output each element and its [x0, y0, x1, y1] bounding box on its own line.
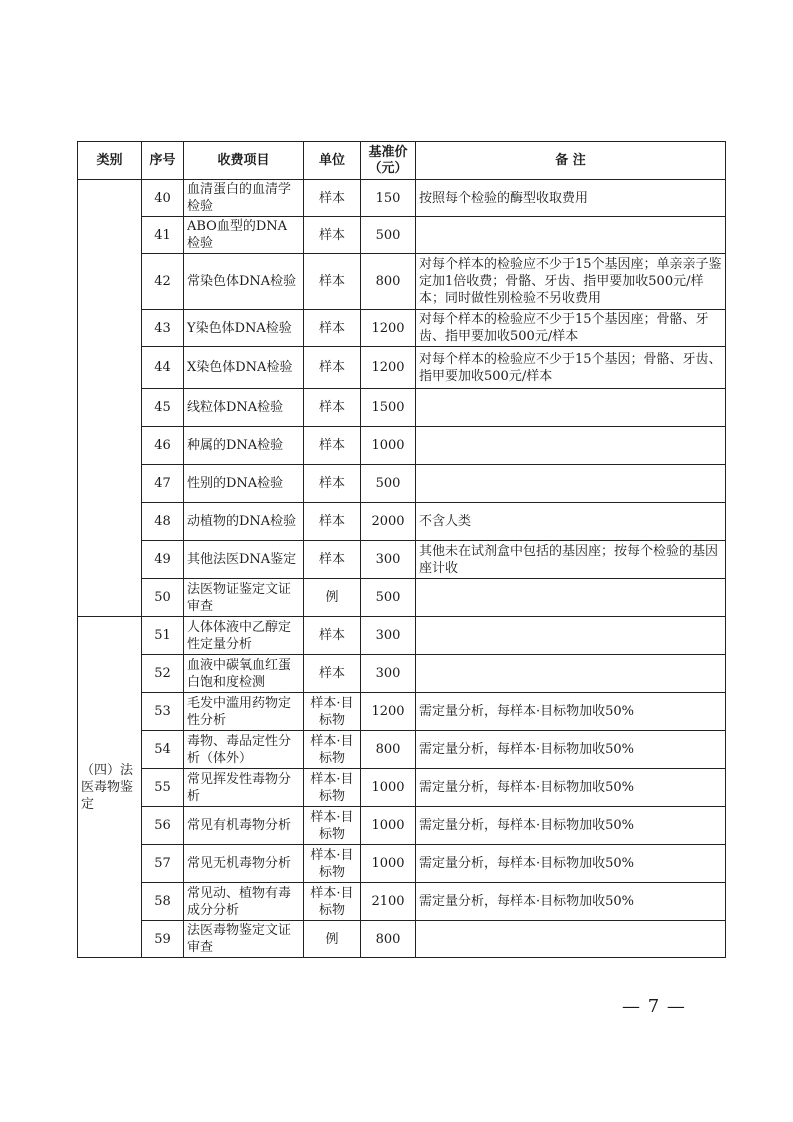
item-cell: 常见挥发性毒物分析 — [184, 769, 304, 807]
seq-cell: 48 — [142, 503, 184, 541]
price-cell: 500 — [361, 579, 416, 617]
seq-cell: 59 — [142, 921, 184, 958]
price-cell: 800 — [361, 731, 416, 769]
price-cell: 1000 — [361, 769, 416, 807]
seq-cell: 41 — [142, 217, 184, 254]
table-row — [78, 465, 726, 503]
seq-cell: 45 — [142, 389, 184, 427]
unit-cell: 样本·目标物 — [304, 731, 361, 769]
price-cell: 150 — [361, 180, 416, 217]
price-cell: 300 — [361, 617, 416, 655]
unit-cell: 样本 — [304, 617, 361, 655]
unit-cell: 例 — [304, 579, 361, 617]
remark-cell: 需定量分析，每样本·目标物加收50% — [416, 731, 726, 769]
table-row — [78, 883, 726, 921]
category-cell-forensic-toxicology: （四）法医毒物鉴定 — [78, 617, 142, 958]
item-cell: X染色体DNA检验 — [184, 347, 304, 389]
header-price-line2: （元） — [368, 160, 408, 176]
seq-cell: 58 — [142, 883, 184, 921]
item-cell: 常见有机毒物分析 — [184, 807, 304, 845]
table-row — [78, 217, 726, 254]
seq-cell: 43 — [142, 310, 184, 347]
table-row — [78, 807, 726, 845]
item-cell: ABO血型的DNA检验 — [184, 217, 304, 254]
price-cell: 800 — [361, 254, 416, 310]
price-cell: 2000 — [361, 503, 416, 541]
remark-cell — [416, 465, 726, 503]
remark-cell: 需定量分析，每样本·目标物加收50% — [416, 769, 726, 807]
remark-cell — [416, 617, 726, 655]
table-row — [78, 254, 726, 310]
header-remark: 备 注 — [416, 142, 726, 180]
header-price — [361, 142, 416, 180]
remark-cell: 需定量分析，每样本·目标物加收50% — [416, 845, 726, 883]
price-cell: 1200 — [361, 347, 416, 389]
item-cell: 线粒体DNA检验 — [184, 389, 304, 427]
item-cell: 常见动、植物有毒成分分析 — [184, 883, 304, 921]
seq-cell: 55 — [142, 769, 184, 807]
item-cell: 毛发中滥用药物定性分析 — [184, 693, 304, 731]
price-cell: 300 — [361, 541, 416, 579]
seq-cell: 46 — [142, 427, 184, 465]
remark-cell: 对每个样本的检验应不少于15个基因；骨骼、牙齿、指甲要加收500元/样本 — [416, 347, 726, 389]
remark-cell: 不含人类 — [416, 503, 726, 541]
unit-cell: 样本 — [304, 217, 361, 254]
seq-cell: 47 — [142, 465, 184, 503]
item-cell: 法医物证鉴定文证审查 — [184, 579, 304, 617]
unit-cell: 样本 — [304, 503, 361, 541]
table-row — [78, 389, 726, 427]
price-cell: 1000 — [361, 845, 416, 883]
unit-cell: 样本·目标物 — [304, 769, 361, 807]
table-header-row — [78, 142, 726, 180]
unit-cell: 例 — [304, 921, 361, 958]
table-row — [78, 310, 726, 347]
unit-cell: 样本 — [304, 465, 361, 503]
unit-cell: 样本 — [304, 180, 361, 217]
price-cell: 300 — [361, 655, 416, 693]
item-cell: 常染色体DNA检验 — [184, 254, 304, 310]
price-cell: 2100 — [361, 883, 416, 921]
item-cell: 血液中碳氧血红蛋白饱和度检测 — [184, 655, 304, 693]
seq-cell: 40 — [142, 180, 184, 217]
fee-schedule-table — [77, 141, 726, 958]
unit-cell: 样本·目标物 — [304, 883, 361, 921]
remark-cell: 其他未在试剂盒中包括的基因座；按每个检验的基因座计收 — [416, 541, 726, 579]
unit-cell: 样本 — [304, 347, 361, 389]
table-row — [78, 503, 726, 541]
item-cell: 种属的DNA检验 — [184, 427, 304, 465]
remark-cell — [416, 427, 726, 465]
seq-cell: 54 — [142, 731, 184, 769]
remark-cell: 需定量分析，每样本·目标物加收50% — [416, 807, 726, 845]
table-row — [78, 693, 726, 731]
item-cell: 血清蛋白的血清学检验 — [184, 180, 304, 217]
seq-cell: 42 — [142, 254, 184, 310]
remark-cell — [416, 921, 726, 958]
price-cell: 500 — [361, 465, 416, 503]
price-cell: 500 — [361, 217, 416, 254]
item-cell: 法医毒物鉴定文证审查 — [184, 921, 304, 958]
table-row — [78, 541, 726, 579]
item-cell: 动植物的DNA检验 — [184, 503, 304, 541]
seq-cell: 50 — [142, 579, 184, 617]
price-cell: 1500 — [361, 389, 416, 427]
header-unit: 单位 — [304, 142, 361, 180]
remark-cell — [416, 655, 726, 693]
seq-cell: 51 — [142, 617, 184, 655]
remark-cell: 按照每个检验的酶型收取费用 — [416, 180, 726, 217]
item-cell: 其他法医DNA鉴定 — [184, 541, 304, 579]
unit-cell: 样本 — [304, 310, 361, 347]
table-row — [78, 180, 726, 217]
table-row — [78, 731, 726, 769]
table-row — [78, 655, 726, 693]
price-cell: 1200 — [361, 310, 416, 347]
price-cell: 1000 — [361, 427, 416, 465]
remark-cell — [416, 217, 726, 254]
seq-cell: 53 — [142, 693, 184, 731]
item-cell: 常见无机毒物分析 — [184, 845, 304, 883]
remark-cell — [416, 389, 726, 427]
remark-cell: 需定量分析，每样本·目标物加收50% — [416, 883, 726, 921]
table-row — [78, 617, 726, 655]
unit-cell: 样本 — [304, 655, 361, 693]
price-cell: 800 — [361, 921, 416, 958]
seq-cell: 57 — [142, 845, 184, 883]
unit-cell: 样本 — [304, 389, 361, 427]
seq-cell: 49 — [142, 541, 184, 579]
remark-cell: 对每个样本的检验应不少于15个基因座；骨骼、牙齿、指甲要加收500元/样本 — [416, 310, 726, 347]
price-cell: 1200 — [361, 693, 416, 731]
category-cell-blank — [78, 180, 142, 617]
table-row — [78, 427, 726, 465]
item-cell: 毒物、毒品定性分析（体外） — [184, 731, 304, 769]
item-cell: 人体体液中乙醇定性定量分析 — [184, 617, 304, 655]
remark-cell: 需定量分析，每样本·目标物加收50% — [416, 693, 726, 731]
seq-cell: 52 — [142, 655, 184, 693]
remark-cell — [416, 579, 726, 617]
seq-cell: 44 — [142, 347, 184, 389]
header-category: 类别 — [78, 142, 142, 180]
header-item: 收费项目 — [184, 142, 304, 180]
price-cell: 1000 — [361, 807, 416, 845]
table-row — [78, 845, 726, 883]
remark-cell: 对每个样本的检验应不少于15个基因座；单亲亲子鉴定加1倍收费；骨骼、牙齿、指甲要加收500元/样本；同时做性别检验不另收费用 — [416, 254, 726, 310]
unit-cell: 样本 — [304, 254, 361, 310]
seq-cell: 56 — [142, 807, 184, 845]
table-row — [78, 579, 726, 617]
table-row — [78, 769, 726, 807]
page-number: — 7 — — [622, 996, 686, 1017]
unit-cell: 样本·目标物 — [304, 845, 361, 883]
item-cell: 性别的DNA检验 — [184, 465, 304, 503]
header-price-line1: 基准价 — [368, 144, 408, 160]
unit-cell: 样本 — [304, 427, 361, 465]
unit-cell: 样本·目标物 — [304, 693, 361, 731]
unit-cell: 样本·目标物 — [304, 807, 361, 845]
header-seq: 序号 — [142, 142, 184, 180]
item-cell: Y染色体DNA检验 — [184, 310, 304, 347]
table-row — [78, 921, 726, 958]
table-row — [78, 347, 726, 389]
unit-cell: 样本 — [304, 541, 361, 579]
